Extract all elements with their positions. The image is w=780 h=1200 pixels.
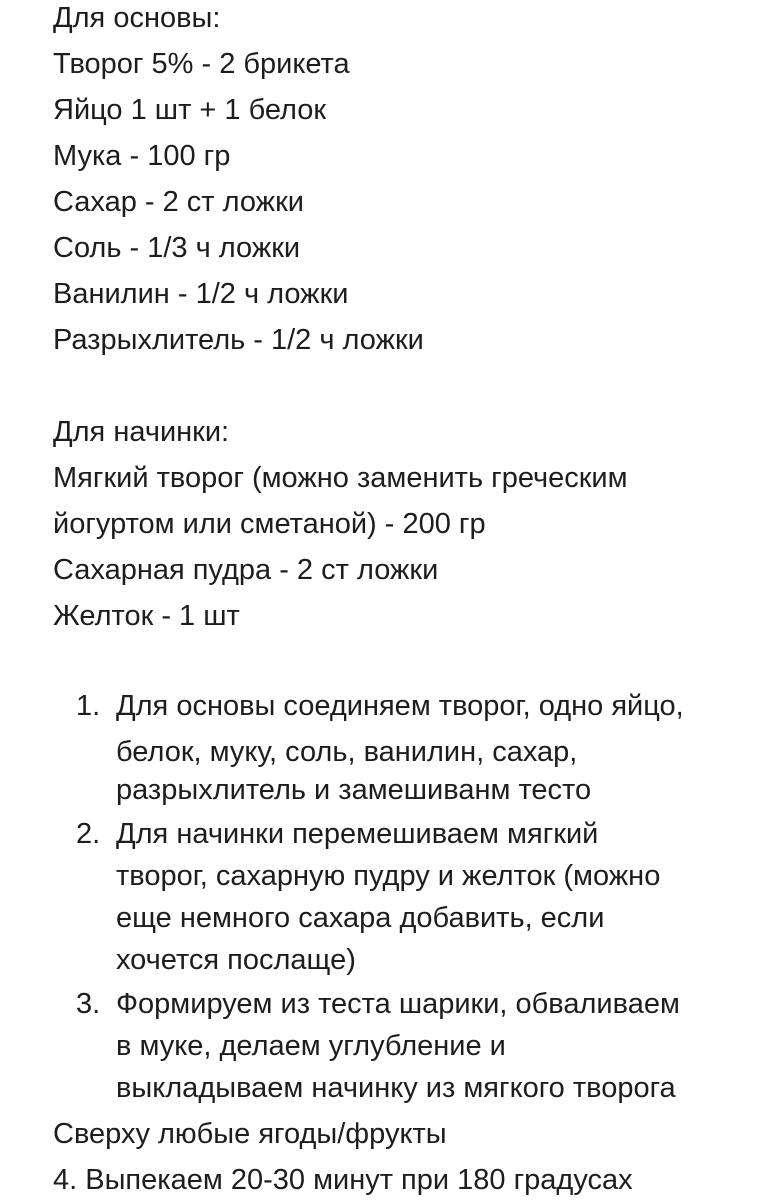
topping-note: Сверху любые ягоды/фрукты <box>53 1118 447 1150</box>
base-item-egg: Яйцо 1 шт + 1 белок <box>53 94 327 126</box>
step-2-line: еще немного сахара добавить, если <box>116 902 605 934</box>
filling-item-soft-cheese: Мягкий творог (можно заменить греческим <box>53 462 628 494</box>
step-3-line: выкладываем начинку из мягкого творога <box>116 1072 676 1104</box>
filling-item-powdered-sugar: Сахарная пудра - 2 ст ложки <box>53 554 439 586</box>
step-1-line: белок, муку, соль, ванилин, сахар, <box>116 736 578 768</box>
base-item-cottage-cheese: Творог 5% - 2 брикета <box>53 48 350 80</box>
step-2-number: 2. <box>76 818 101 850</box>
base-item-sugar: Сахар - 2 ст ложки <box>53 186 304 218</box>
step-1-line: Для основы соединяем творог, одно яйцо, <box>116 690 684 722</box>
filling-heading: Для начинки: <box>53 416 230 448</box>
step-3-number: 3. <box>76 988 101 1020</box>
filling-item-soft-cheese-cont: йогуртом или сметаной) - 200 гр <box>53 508 486 540</box>
base-item-baking-powder: Разрыхлитель - 1/2 ч ложки <box>53 324 424 356</box>
step-3-line: в муке, делаем углубление и <box>116 1030 506 1062</box>
step-1-number: 1. <box>76 690 101 722</box>
base-item-salt: Соль - 1/3 ч ложки <box>53 232 301 264</box>
base-item-vanillin: Ванилин - 1/2 ч ложки <box>53 278 349 310</box>
filling-item-yolk: Желток - 1 шт <box>53 600 240 632</box>
step-3-line: Формируем из теста шарики, обваливаем <box>116 988 680 1020</box>
step-2-line: творог, сахарную пудру и желток (можно <box>116 860 661 892</box>
step-1-line: разрыхлитель и замешиванм тесто <box>116 774 592 806</box>
step-2-line: хочется послаще) <box>116 944 356 976</box>
final-step: 4. Выпекаем 20-30 минут при 180 градусах <box>53 1164 633 1196</box>
base-item-flour: Мука - 100 гр <box>53 140 231 172</box>
base-heading: Для основы: <box>53 2 221 34</box>
step-2-line: Для начинки перемешиваем мягкий <box>116 818 599 850</box>
